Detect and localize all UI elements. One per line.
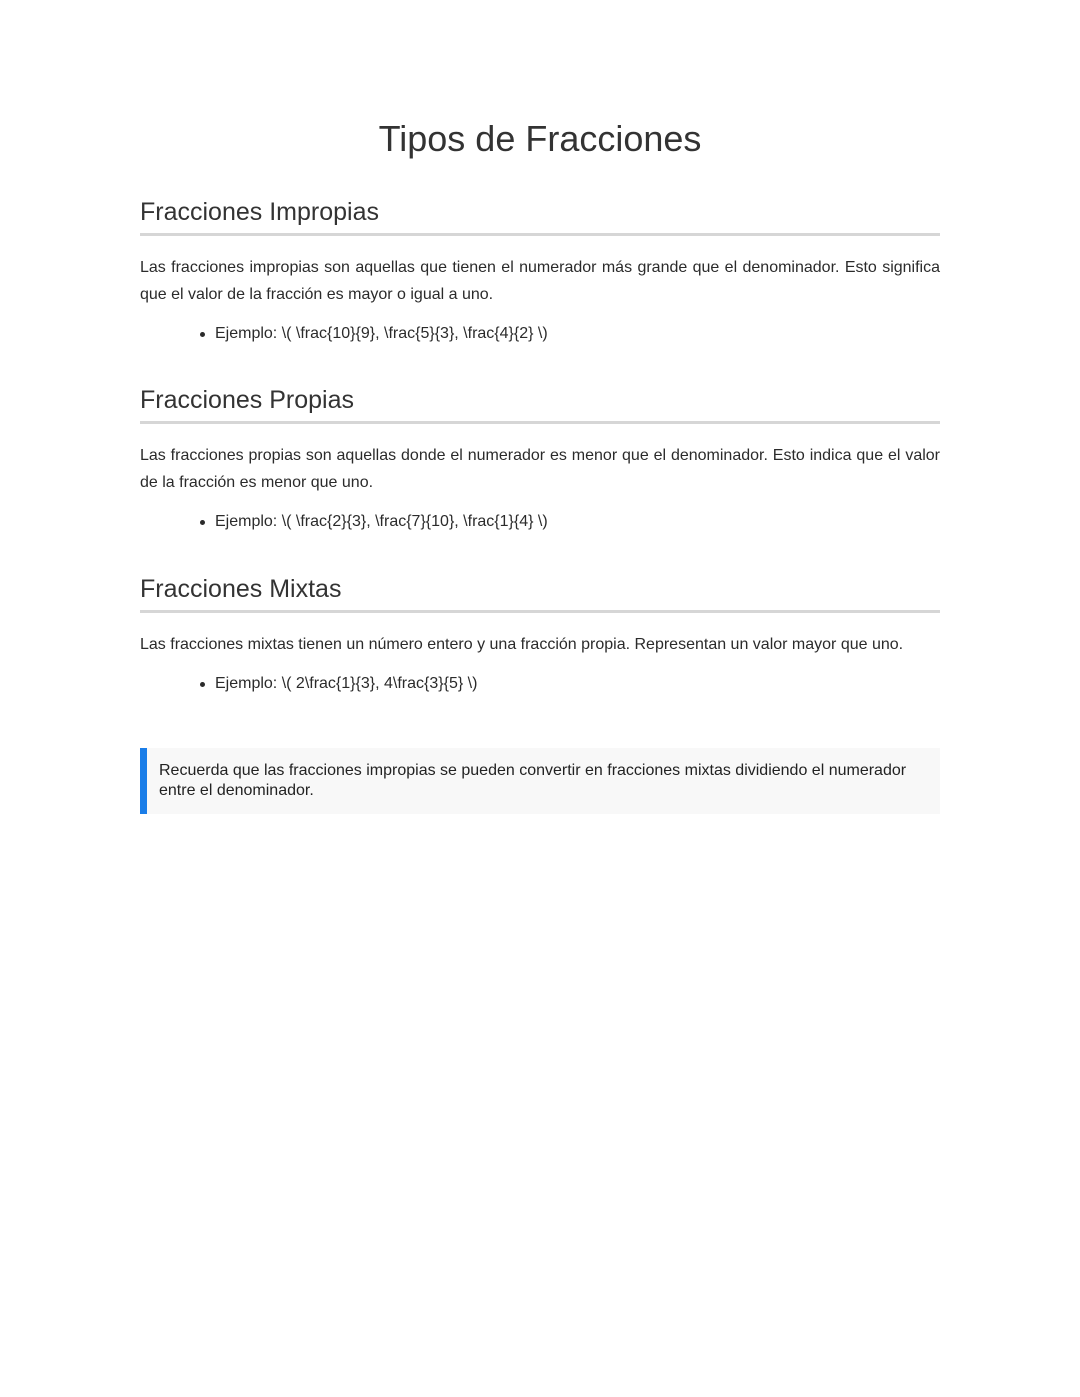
example-list <box>140 511 940 533</box>
section-paragraph: Las fracciones mixtas tienen un número entero y una fracción propia. Representan un valor mayor que uno. <box>140 636 904 653</box>
section-improper-fractions <box>140 196 940 345</box>
example-list <box>140 673 940 695</box>
section-paragraph: Las fracciones propias son aquellas donde el numerador es menor que el denominador. Esto indica que el valor de la fracción es menor que uno. <box>140 447 940 491</box>
example-list <box>140 323 940 345</box>
section-heading: Fracciones Impropias <box>140 196 940 236</box>
tip-callout-text: Recuerda que las fracciones impropias se pueden convertir en fracciones mixtas dividiendo el numerador entre el denominador. <box>159 762 907 799</box>
example-item: Ejemplo: \( 2\frac{1}{3}, 4\frac{3}{5} \) <box>215 673 940 695</box>
example-item: Ejemplo: \( \frac{10}{9}, \frac{5}{3}, \frac{4}{2} \) <box>215 323 940 345</box>
tip-callout <box>140 748 940 814</box>
section-heading: Fracciones Propias <box>140 384 940 424</box>
section-proper-fractions <box>140 384 940 533</box>
page-title: Tipos de Fracciones <box>378 118 702 159</box>
section-paragraph: Las fracciones impropias son aquellas que tienen el numerador más grande que el denominador. Esto significa que el valor de la fracción es mayor o igual a uno. <box>140 259 940 303</box>
section-mixed-fractions <box>140 573 940 695</box>
section-heading: Fracciones Mixtas <box>140 573 940 613</box>
example-item: Ejemplo: \( \frac{2}{3}, \frac{7}{10}, \frac{1}{4} \) <box>215 511 940 533</box>
